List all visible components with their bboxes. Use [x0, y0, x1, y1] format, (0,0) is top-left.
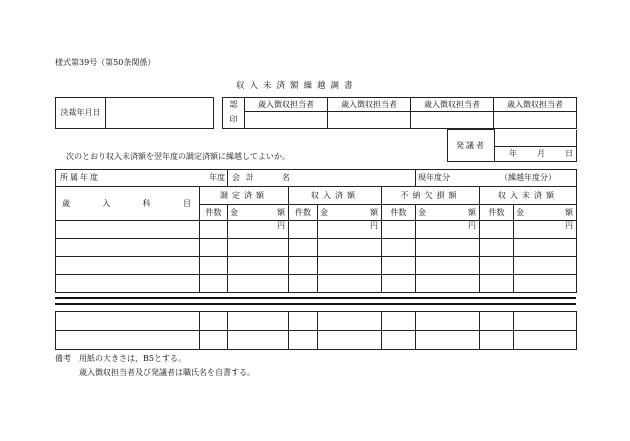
seal-label-top: 認	[223, 98, 245, 112]
officer-label: 歳入徴収担当者	[328, 98, 411, 112]
notes-label: 備考	[55, 354, 71, 363]
group-write-off: 不納欠損額	[382, 187, 480, 205]
amount-header: 金 額	[228, 205, 289, 221]
officer-seal[interactable]	[494, 112, 577, 129]
fiscal-year-cell: 現年度分 （繰越年度分）	[416, 170, 577, 187]
table-row	[56, 239, 577, 257]
approval-date-value[interactable]	[106, 98, 214, 129]
table-row	[56, 221, 577, 239]
officer-label: 歳入徴収担当者	[411, 98, 494, 112]
yen-unit[interactable]: 円	[416, 221, 480, 239]
table-row	[56, 275, 577, 293]
officers-box	[222, 97, 577, 129]
yen-unit[interactable]: 円	[318, 221, 382, 239]
group-uncollected: 収入未済額	[480, 187, 577, 205]
separator-line	[55, 303, 576, 305]
notes-line-1: 用紙の大きさは，B5とする。	[79, 354, 186, 363]
proposer-date[interactable]: 年 月 日	[495, 147, 577, 162]
officer-seal[interactable]	[411, 112, 494, 129]
group-assessed: 調定済額	[200, 187, 289, 205]
accounting-cell[interactable]: 会計 名	[228, 170, 416, 187]
carryover-table	[55, 169, 577, 293]
officer-label: 歳入徴収担当者	[245, 98, 328, 112]
group-received: 収入済額	[289, 187, 382, 205]
proposer-name[interactable]	[495, 130, 577, 147]
yen-unit[interactable]: 円	[514, 221, 577, 239]
count-header: 件数	[289, 205, 318, 221]
notes-line-2: 歳入徴収担当者及び発議者は職氏名を自書する。	[79, 368, 255, 377]
count-header: 件数	[382, 205, 416, 221]
table-row	[56, 331, 577, 350]
continuation-table	[55, 311, 577, 350]
approval-date-box	[55, 97, 214, 129]
seal-label-bottom: 印	[223, 112, 245, 129]
officer-seal[interactable]	[245, 112, 328, 129]
body-text: 次のとおり収入未済額を翌年度の調定済額に繰越してよいか。	[66, 152, 290, 161]
table-row	[56, 257, 577, 275]
approval-date-label: 決裁年月日	[56, 98, 106, 129]
affiliation-year-cell[interactable]: 所属年度 年度	[56, 170, 228, 187]
amount-header: 金 額	[318, 205, 382, 221]
table-row	[56, 312, 577, 331]
count-header: 件数	[200, 205, 228, 221]
proposer-label: 発議者	[448, 130, 495, 162]
officer-label: 歳入徴収担当者	[494, 98, 577, 112]
form-number: 様式第39号（第50条関係）	[55, 58, 156, 67]
officer-seal[interactable]	[328, 112, 411, 129]
proposer-box	[447, 129, 577, 162]
yen-unit[interactable]: 円	[228, 221, 289, 239]
count-header: 件数	[480, 205, 514, 221]
revenue-item-header: 歳 入 科 目	[56, 187, 200, 221]
form-title: 収入未済額繰越調書	[236, 81, 358, 91]
separator-line	[55, 297, 576, 299]
amount-header: 金 額	[514, 205, 577, 221]
amount-header: 金 額	[416, 205, 480, 221]
